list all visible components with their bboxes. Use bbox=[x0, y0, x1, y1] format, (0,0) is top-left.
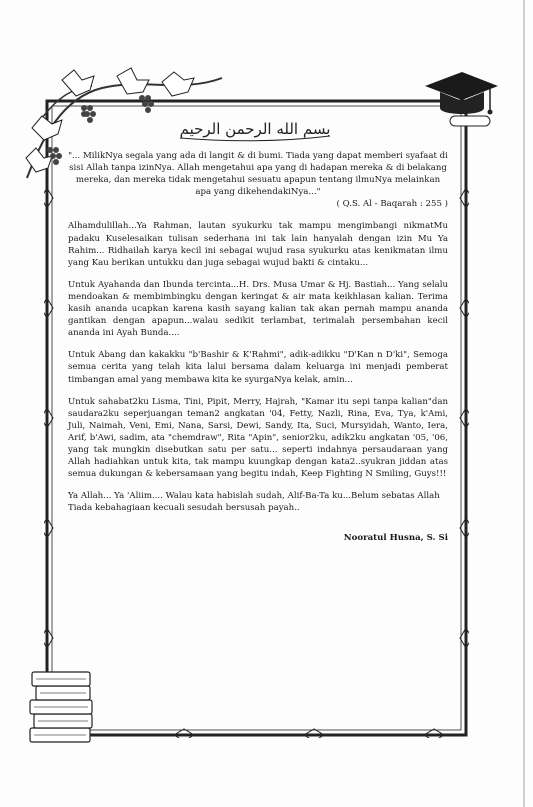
signature: Nooratul Husna, S. Si bbox=[343, 533, 448, 544]
quote-source: ( Q.S. Al - Baqarah : 255 ) bbox=[336, 199, 448, 210]
basmala-text: بسم الله الرحمن الرحيم bbox=[179, 120, 331, 138]
quran-quote: "... MilikNya segala yang ada di langit & di bumi. Tiada yang dapat memberi syafaat di sisi Allah tanpa izinNya. Allah mengetahui apa yang di hadapan mereka & di belakang mereka, dan mereka tidak mengetahui sesuatu apapun tentang ilmuNya melainkan apa yang dikehendakiNya..." bbox=[68, 151, 448, 198]
dedication-text bbox=[68, 150, 448, 545]
paragraph-gratitude: Alhamdulillah...Ya Rahman, lautan syukurku tak mampu mengimbangi nikmatMu padaku Kuselesaikan tulisan sederhana ini tak lain hanyalah dengan izin Mu Ya Rahim... Ridhailah karya kecil ini sebagai wujud rasa syukurku atas kenikmatan ilmu yang Kau berikan untukku dan juga sebagai wujud bakti & cintaku... bbox=[68, 221, 448, 268]
paragraph-friends: Untuk sahabat2ku Lisma, Tini, Pipit, Merry, Hajrah, "Kamar itu sepi tanpa kalian"dan saudara2ku seperjuangan teman2 angkatan '04, Fetty, Nazli, Rina, Eva, Tya, k'Ami, Juli, Naimah, Veni, Emi, Nana, Sarsi, Dewi, Sandy, Ita, Suci, Mursyidah, Wanto, Iera, Arif, b'Awi, sadim, ata "chemdraw", Rita "Apin", senior2ku, adik2ku angkatan '05, '06, yang tak mungkin disebutkan satu per satu... seperti indahnya persaudaraan yang Allah hadiahkan untuk kita, tak mampu kuungkap dengan kata2..syukran jiddan atas semua dukungan & kebersamaan yang begitu indah, Keep Fighting N Smiling, Guys!!! bbox=[68, 396, 448, 480]
books-stack-icon bbox=[26, 668, 106, 746]
paragraph-siblings: Untuk Abang dan kakakku "b'Bashir & K'Rahmi", adik-adikku "D'Kan n D'ki", Semoga semua cerita yang telah kita lalui bersama dalam keluarga ini menjadi pemberat timbangan amal yang membawa kita ke syurgaNya kelak, amin... bbox=[68, 350, 448, 385]
basmala-calligraphy bbox=[170, 112, 340, 144]
page-edge bbox=[523, 0, 525, 807]
graduation-cap-icon bbox=[420, 58, 500, 138]
paragraph-closing: Ya Allah... Ya 'Aliim.... Walau kata habislah sudah, Alif-Ba-Ta ku...Belum sebatas Allah Tiada kebahagiaan kecuali sesudah bersusah payah.. bbox=[68, 491, 440, 514]
paragraph-parents: Untuk Ayahanda dan Ibunda tercinta...H. Drs. Musa Umar & Hj. Bastiah... Yang selalu mendoakan & membimbingku dengan keringat & air mata keikhlasan kalian. Terima kasih ananda ucapkan karena kasih sayang kalian tak akan pernah mampu ananda gantikan dengan apapun...walau sedikit terlambat, terimalah persembahan kecil ananda ini Ayah Bunda.... bbox=[68, 279, 448, 339]
